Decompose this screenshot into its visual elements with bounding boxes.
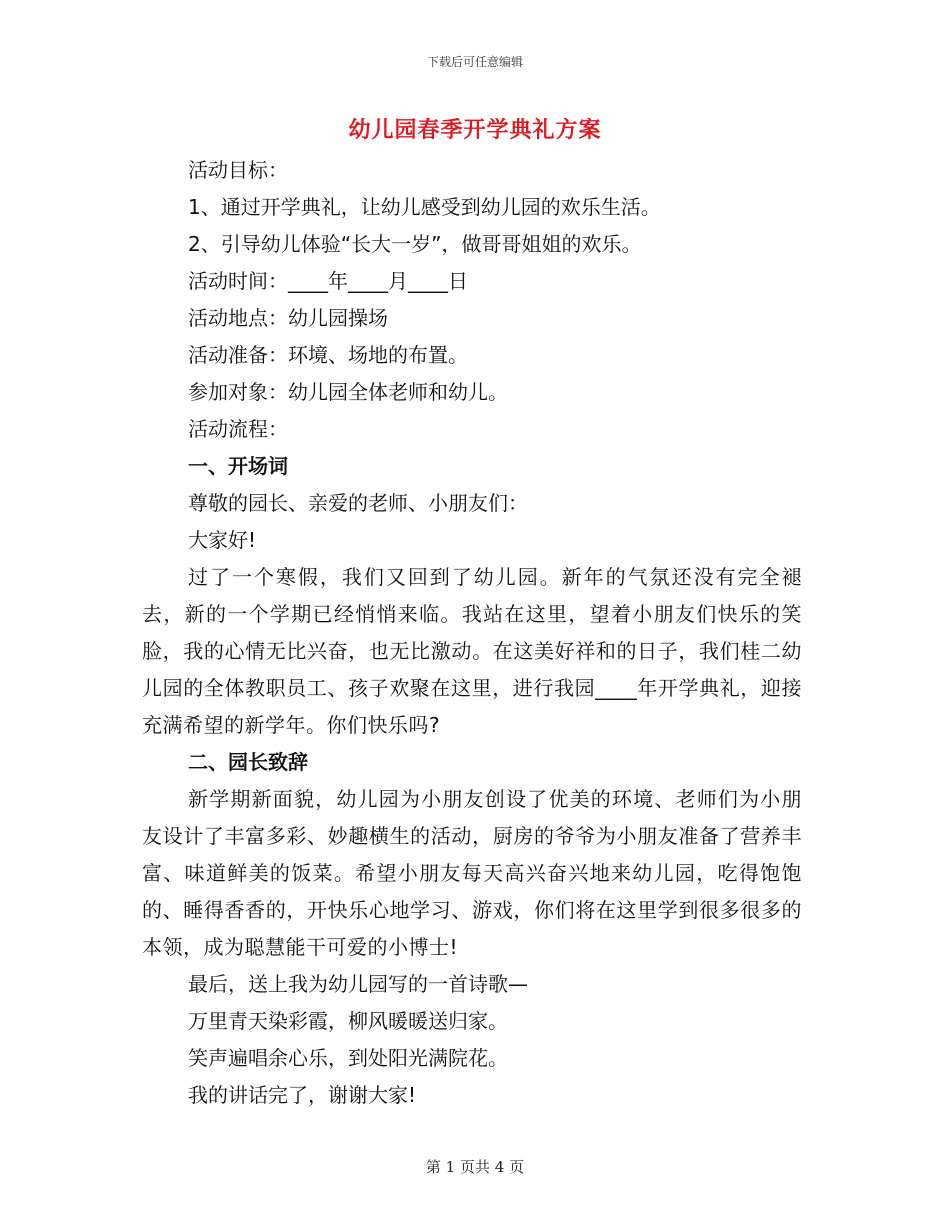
section-heading-opening: 一、开场词 xyxy=(188,454,288,478)
poem-line-1: 万里青天染彩霞，柳风暖暖送归家。 xyxy=(188,1009,508,1033)
activity-prep: 活动准备：环境、场地的布置。 xyxy=(188,343,468,367)
document-title: 幼儿园春季开学典礼方案 xyxy=(348,118,602,143)
opening-paragraph: 过了一个寒假，我们又回到了幼儿园。新年的气氛还没有完全褪去，新的一个学期已经悄悄来临。我站在这里，望着小朋友们快乐的笑脸，我的心情无比兴奋，也无比激动。在这美好祥和的日子，我们桂二幼儿园的全体教职员工、孩子欢聚在这里，进行我园____年开学典礼，迎接充满希望的新学年。你们快乐吗? xyxy=(142,565,802,737)
page-number: 第 1 页共 4 页 xyxy=(425,1158,525,1176)
page-header-note: 下载后可任意编辑 xyxy=(426,55,523,69)
section-heading-principal-speech: 二、园长致辞 xyxy=(188,750,308,774)
speech-paragraph: 新学期新面貌，幼儿园为小朋友创设了优美的环境、老师们为小朋友设计了丰富多彩、妙趣横生的活动，厨房的爷爷为小朋友准备了营养丰富、味道鲜美的饭菜。希望小朋友每天高兴奋兴地来幼儿园，吃得饱饱的、睡得香香的，开快乐心地学习、游戏，你们将在这里学到很多很多的本领，成为聪慧能干可爱的小博士! xyxy=(142,787,802,959)
activity-place: 活动地点：幼儿园操场 xyxy=(188,306,388,330)
document-body xyxy=(142,152,802,1114)
process-label: 活动流程： xyxy=(188,417,288,441)
poem-line-2: 笑声遍唱余心乐，到处阳光满院花。 xyxy=(188,1046,508,1070)
salutation: 尊敬的园长、亲爱的老师、小朋友们： xyxy=(188,491,528,515)
greeting: 大家好! xyxy=(188,528,257,552)
activity-participants: 参加对象：幼儿园全体老师和幼儿。 xyxy=(188,380,508,404)
goal-item-2: 2、引导幼儿体验“长大一岁”，做哥哥姐姐的欢乐。 xyxy=(188,232,642,256)
goal-label: 活动目标： xyxy=(188,158,288,182)
activity-time: 活动时间：____年____月____日 xyxy=(188,269,468,293)
poem-intro: 最后，送上我为幼儿园写的一首诗歌— xyxy=(188,972,528,996)
closing-line: 我的讲话完了，谢谢大家! xyxy=(188,1083,417,1107)
goal-item-1: 1、通过开学典礼，让幼儿感受到幼儿园的欢乐生活。 xyxy=(188,195,661,219)
